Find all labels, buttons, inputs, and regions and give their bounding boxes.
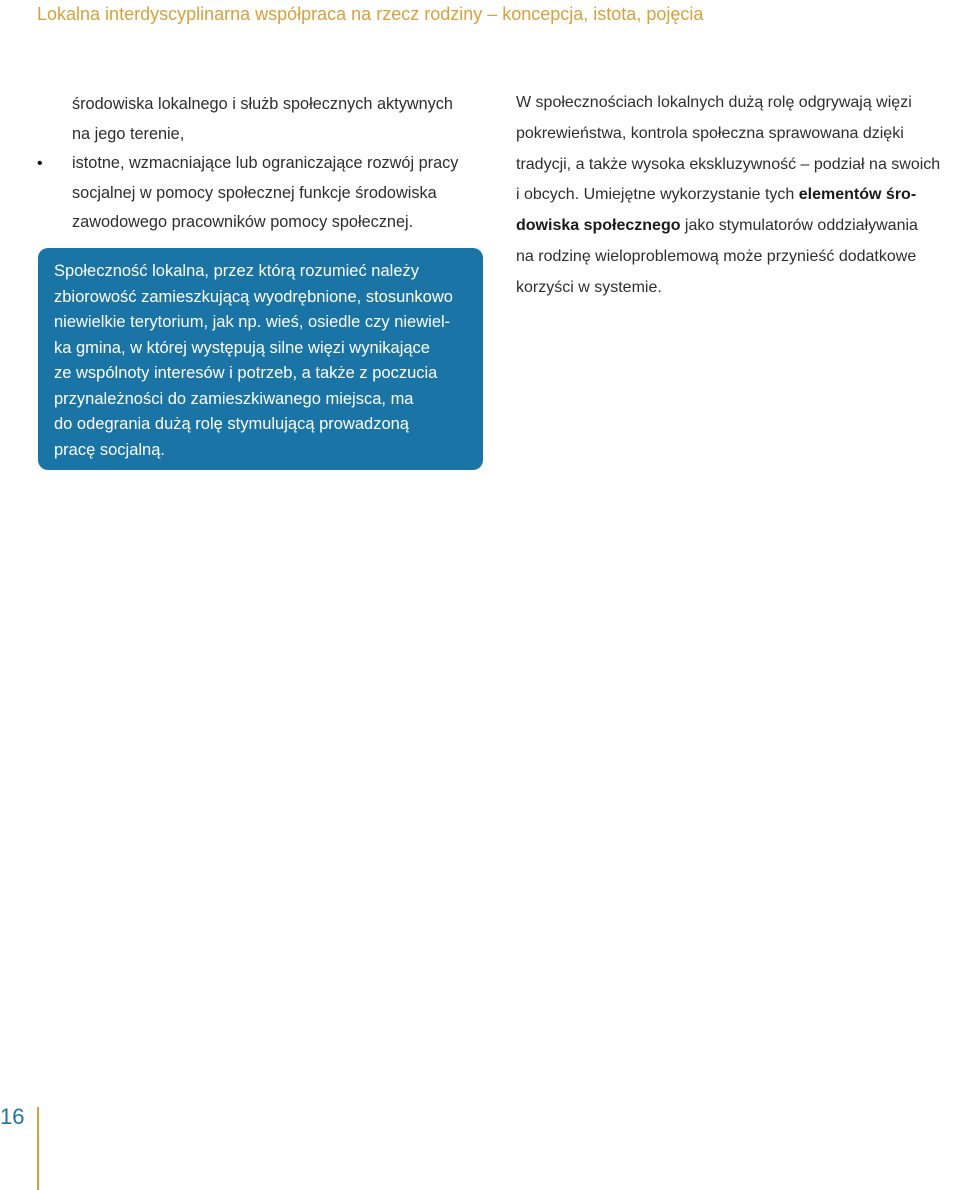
- page-number: 16: [0, 1104, 25, 1129]
- right-text-line: korzyści w systemie.: [516, 278, 662, 296]
- right-text-line: tradycji, a także wysoka ekskluzywność – podział na swoich: [516, 155, 941, 173]
- bullet-text-line: zawodowego pracowników pomocy społecznej.: [72, 213, 414, 231]
- bullet-icon: •: [37, 155, 43, 172]
- bold-term: dowiska społecznego: [516, 217, 681, 235]
- callout-text: [54, 259, 453, 463]
- page-rule-divider: [37, 1107, 39, 1190]
- callout-line: pracę socjalną.: [54, 440, 165, 459]
- left-column: [37, 90, 492, 238]
- callout-line: ka gmina, w której występują silne więzi wynikające: [54, 338, 430, 357]
- right-text-line: na rodzinę wieloproblemową może przynieść dodatkowe: [516, 247, 917, 265]
- right-text-segment: i obcych. Umiejętne wykorzystanie tych: [516, 186, 799, 204]
- right-text-line: [516, 180, 956, 211]
- bullet-item: [37, 149, 492, 238]
- left-text-line: na jego terenie,: [72, 124, 185, 143]
- running-header: Lokalna interdyscyplinarna współpraca na rzecz rodziny – koncepcja, istota, pojęcia: [37, 4, 704, 24]
- callout-line: zbiorowość zamieszkującą wyodrębnione, stosunkowo: [54, 287, 453, 306]
- callout-line: przynależności do zamieszkiwanego miejsca, ma: [54, 389, 414, 408]
- right-column: [516, 88, 956, 304]
- callout-line: do odegrania dużą rolę stymulującą prowadzoną: [54, 415, 409, 433]
- callout-line: Społeczność lokalna, przez którą rozumieć należy: [54, 262, 420, 280]
- right-text-line: [516, 211, 956, 242]
- bullet-text-line: socjalnej w pomocy społecznej funkcje środowiska: [72, 183, 437, 202]
- right-text-segment: jako stymulatorów oddziaływania: [680, 217, 918, 235]
- callout-line: niewielkie terytorium, jak np. wieś, osiedle czy niewiel-: [54, 313, 451, 331]
- right-text-line: W społecznościach lokalnych dużą rolę odgrywają więzi: [516, 94, 912, 111]
- left-text-line: środowiska lokalnego i służb społecznych aktywnych: [72, 95, 453, 113]
- callout-line: ze wspólnoty interesów i potrzeb, a także z poczucia: [54, 364, 438, 382]
- callout-box: [38, 248, 483, 470]
- bold-term: elementów śro-: [798, 186, 917, 204]
- right-text-line: pokrewieństwa, kontrola społeczna sprawowana dzięki: [516, 124, 904, 142]
- bullet-text-line: istotne, wzmacniające lub ograniczające rozwój pracy: [72, 154, 459, 172]
